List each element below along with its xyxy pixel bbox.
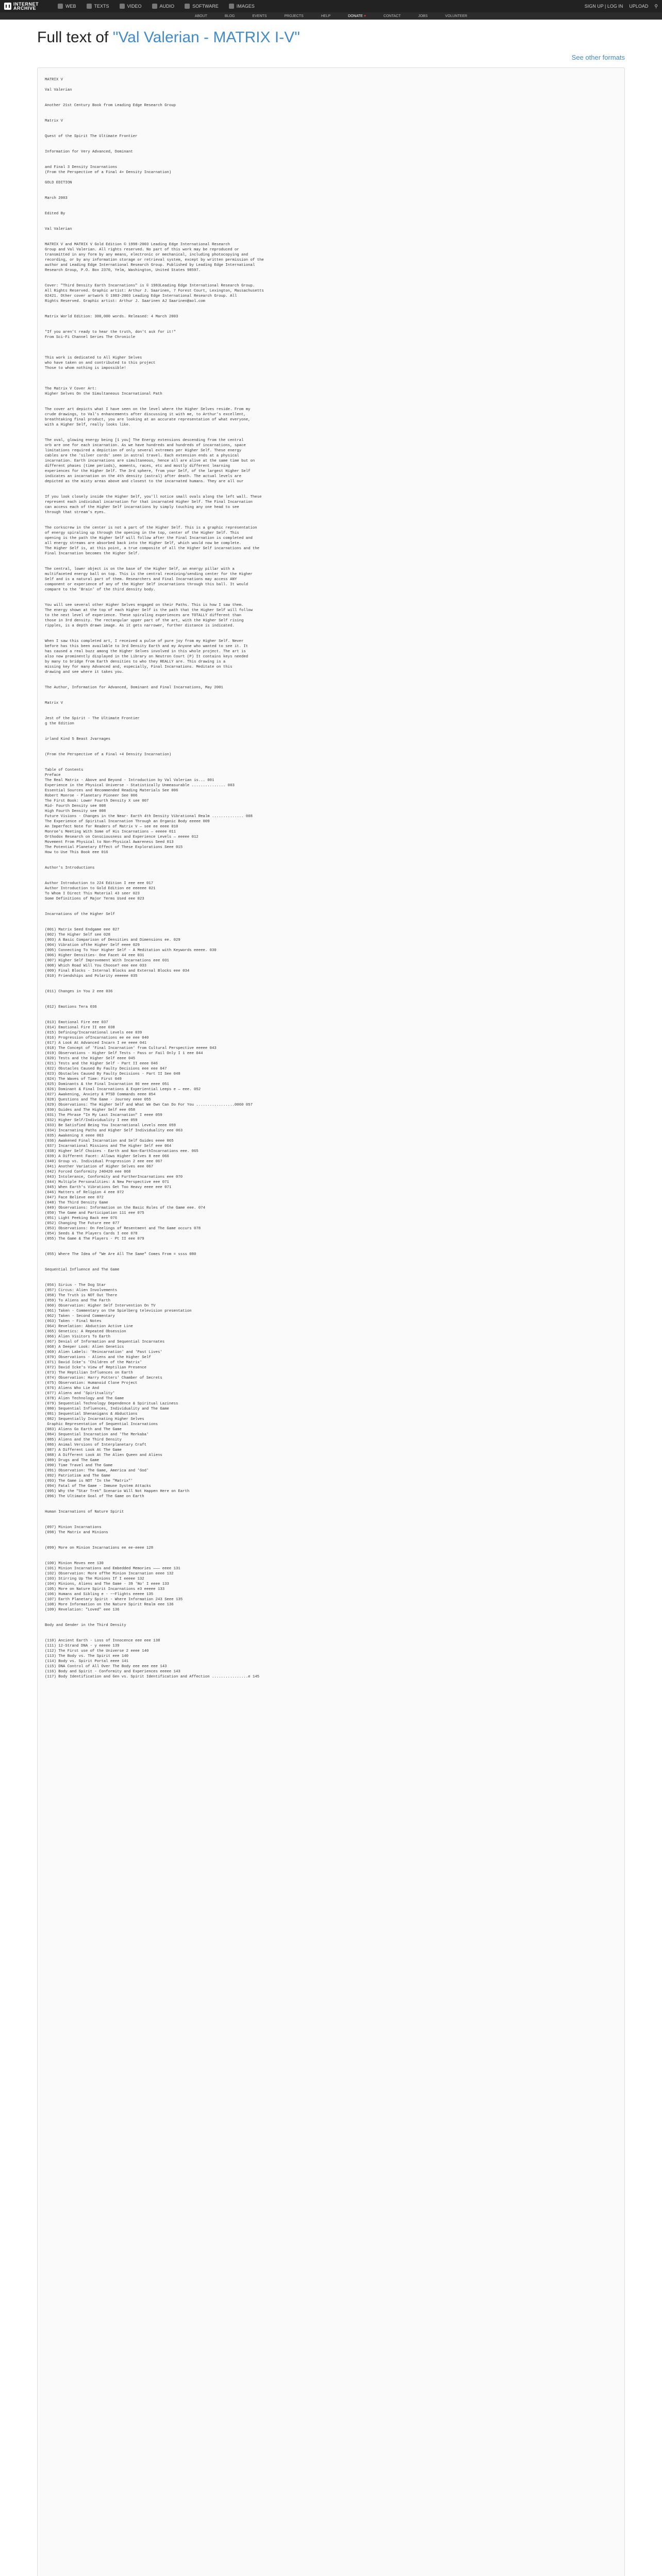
media-label: AUDIO	[159, 4, 175, 9]
internet-archive-logo[interactable]	[4, 2, 51, 10]
nav-volunteer[interactable]: VOLUNTEER	[445, 14, 468, 18]
media-web[interactable]	[58, 4, 76, 9]
full-text-body: MATRIX V Val Valerian Another 21st Century Book from Leading Edge Research Group Matrix V Quest of the Spirit The Ultimate Frontier Information for Very Advanced, Dominant and Final 3 Density Incarnations (From the Perspective of a Final 4+ Density Incarnation) GOLD EDITION March 2003 Edited By Val Valerian MATRIX V and MATRIX V Gold Edition © 1998-2003 Leading Edge International Research Group and Val Valerian. All rights reserved. No part of this work may be reproduced or transmitted in any form by any means, electronic or mechanical, including photocopying and recording, or by any information storage or retrieval system, except by written permission of the author and Leading Edge International Research Group. Published by Leading Edge International Research Group, P.O. Box 2370, Yelm, Washington, United States 98597. Cover: "Third Density Earth Incarnations" is © 1983Leading Edge International Research Group. All Rights Reserved. Graphic artist: Arthur J. Saarinen, 7 Forest Court, Lexington, Massachusetts 02421. Other cover artwork © 1983-2003 Leading Edge International Research Group. All Rights Reserved. Graphic artist: Arthur J. Saarinen AJ Saarinen@aol.com Matrix World Edition: 300,000 words. Released: 4 March 2003 "If you aren't ready to hear the truth, don't ask for it!" From Sci-Fi Channel Series The Chronicle This work is dedicated to All Higher Selves who have taken on and contributed to this project Those to whom nothing is impossible! The Matrix V Cover Art: Higher Selves On the Simultaneous Incarnational Path The cover art depicts what I have seen on the level where the Higher Selves reside. From my crude drawings, to Val's enhancements after discussing it with me, to Arthur's excellent, breathtaking final product, you are looking at an accurate representation of what everyone, with a Higher Self, really looks like. The oval, glowing energy being [1 you] The Energy extensions descending from the central orb are one for each incarnation. As we have hundreds and hundreds of incarnations, space limitations required a depiction of only several extremes per Higher Self. These energy cables are the 'silver cords' seen in astral travel. Each extension ends at a physical incarnation. Earth incarnations are simultaneous, hence all are alive at the same time but on different phases (time periods), moments, races, etc and mostly different learning experiences for the Higher Self. The 3rd sphere, from your Self, of the largest Higher Self indicates an incarnation on the 4th density (astral) after death. The actual levels are depicted as the misty areas above and closest to the incarnated humans. They are all our If you look closely inside the Higher Self, you'll notice small ovals along the left wall. These represent each individual incarnation for that incarnated Higher Self. The Final Incarnation can access each of the Higher Self incarnations by simply touching any one head to see through that stream's eyes. The corkscrew in the center is not a part of the Higher Self. This is a graphic representation of energy spiraling up through the opening in the top, center of the Higher Self. This opening is the path the Higher Self will follow after the Final Incarnation is completed and all energy streams are absorbed back into the Higher Self, which would now be complete. The Higher Self is, at this point, a true composite of all the Higher Self incarnations and the Final Incarnation becomes the Higher Self. The central, lower object is on the base of the Higher Self, an energy pillar with a multifaceted energy ball on top. This is the central receiving/sending center for the Higher Self and is a natural part of them. Researchers and Final Incarnations may access ANY component or experience of any of the Higher Self incarnations through this ball. It would compare to the 'Brain' of the third density body. You will see several other Higher Selves engaged on their Paths. This is how I saw them. The energy shown at the top of each Higher Self is the path that the Higher Self will follow to the next level of experience. These spiraling experiences are TOTALLY different than those in 3rd density. The rectangular upper part of the art, with the Higher Self rising ripples, is a depth drawn image. As it gets narrower, further distance is indicated. When I saw this completed art, I received a pulse of pure joy from my Higher Self. Never before has this been available to 3rd Density Earth and my Anyone who wanted to see it. It has caused a real buzz among the Higher Selves involved in this whole project. The art is also now prominently displayed in the Library on Neutron Court (P) It contains keys needed by many to bridge from Earth densities to who they REALLY are. This drawing is a missing key for many Advanced and, especially, Final Incarnations. Meditate on this drawing and see where it takes you. The Author, Information for Advanced, Dominant and Final Incarnations, May 2001 Matrix V Jest of the Spirit - The Ultimate Frontier g the Edition irland Kind 5 Beast Jvarnages (From the Perspective of a Final +4 Density Incarnation) Table of Contents Preface The Real Matrix - Above and Beyond - Introduction by Val Valerian is... 001 Experience in the Physical Universe - Statistically Unmeasurable ............... 003 Essential Sources and Recommended Reading Materials See 006 Robert Monroe - Planetary Pioneer See 006 The First Book: Lower Fourth Density X see 007 Mid- Fourth Density see 008 High Fourth Density see 008 Future Visions - Changes in the Near- Earth 4th Density Vibrational Realm .............. 008 The Experience of Spiritual Incarnation Through an Organic Body eeeee 009 An Imperfect Note for Readers of Matrix V — see ee eeee 010 Monroe's Meeting With Some of His Incarnations — eeeee 011 Orthodox Research on Consciousness and Experience Levels — eeeee 012 Movement From Physical to Non-Physical Awareness Seed 013 The Potential Planetary Effect of These Explorations Seee 015 How to Use This Book eee 016 Author's Introductions Author Introduction to 224 Edition I eee eee 017 Author Introduction to Gold Edition ee eeeeee 021 To Whom I Direct This Material 43 seer 023 Some Definitions of Major Terms Used eee 023 Incarnations of the Higher Self (001) Matrix Seed Endgame eee 027 (002) The Higher Self see 028 (003) A Basic Comparison of Densities and Dimensions ee. 029 (004) Vibration ofthe Higher Self eeee 029 (005) Connecting To Your Higher Self - A Meditation with Keywords eeeee. 030 (006) Higher Densities- One Facet 44 eee 031 (007) Higher Self Improvement With Incarnations eee 031 (008) Which Road Will You Choose? eee eee 033 (009) Final Blocks - Internal Blocks and External Blocks eee 034 (010) Friendships and Polarity eeeeee 035 (011) Changes in You 2 eee 036 (012) Emotions Tera 036 (013) Emotional Fire eee 037 (014) Emotional Fire II eee 038 (015) Defining/Incarnational Levels eee 039 (016) Progression ofIncarnations ee ee eee 040 (017) A Look At Advanced Incarn I ee eeee 041 (018) The Concept of 'Final Incarnation' from Cultural Perspective eeeee 043 (019) Observations - Higher Self Tests - Pass or Fail Only I 1 eee 044 (020) Tests and the Higher Self eeee 045 (021) Tests and the Higher Self - Part II eeee 046 (022) Obstacles Caused By Faulty Decisions eee eee 047 (023) Obstacles Caused By Faulty Decisions - Part II See 048 (024) The Waves of Time: First 049 (025) Dominants & the Final Incarnation 86 eee eeee 051 (026) Dominant & Final Incarnations & Experiential Leeps e — eee. 052 (027) Awakening, Anxiety & PTSD Commands eeee 054 (028) Questions and The Game - Journey eeee 055 (029) Observations: The Higher Self and What We Own Can Do For You .................0060 057 (030) Guides and The Higher Self eee 058 (031) The Phrase "In My Last Incarnation" I eeee 059 (032) Higher Self/Individuality I eee 059 (033) Be Satisfied Being You Incarnational Levels eeee 059 (034) Incarnating Paths and Higher Self Individuality eee 063 (035) Awakening X eeee 063 (036) Awakened Final Incarnation and Self Guides eeee 065 (037) Incarnational Missions and The Higher Self eee 064 (038) Higher Self Choices - Earth and Non-EarthIncarnations eee. 065 (039) A Different Facet: Allows Higher Selves 8 eee 066 (040) Group vs. Individual Progression 2 eee eee 067 (041) Another Variation of Higher Selves eee 067 (042) Forced Conformity 240420 eee 068 (043) Intolerance, Conformity and FurtherIncarnations eee 070 (044) Multiple Personalities: A New Perspective eee 071 (045) When Earth's Vibrations Get Too Heavy eeee eee 071 (046) Matters of Religion 4 eee 072 (047) Face Believe eee 072 (048) The Third Density Game (049) Observations: Information on the Basic Rules of the Game eee. 074 (050) The Game and Participation 111 eee 075 (051) Light Peeking Back eee 076 (052) Changing The Future eee 077 (053) Observations: On Feelings of Resentment and The Game occurs 078 (054) Seeds & The Players Cards I eee 078 (055) The Game & The Players - Pt II eee 079 (055) Where The Idea of "We Are All The Same" Comes From = ssss 080 Sequential Influence and The Game (056) Sirius - The Dog Star (057) Circus: Alien Involvements (058) The Truth is NOT Out There (059) To Aliens and The Farth (060) Observation: Higher Self Intervention On TV (061) Taken - Commentary on the Spielberg television presentation (062) Taken - Second Commentary (063) Taken - Final Notes (064) Revelation: Abduction Active Line (065) Genetics: A Repeated Obsession (066) Alien Visitors To Earth (067) Denial of Information and Sequential Incarnates (068) A Deeper Look: Alien Genetics (069) Alien Labels: 'Reincarnation' and 'Past Lives' (070) Observations - Aliens and the Higher Self (071) David Icke's 'Children of the Matrix' (072) David Icke's View of Reptilian Presence (073) The Reptilian Influences on Earth (074) Observation: Harry Potters' Chamber of Secrets (075) Observation: Humanoid Clone Project (076) Aliens Who Lie And (077) Aliens and 'Spirituality' (078) Alien Technology and The Game (079) Sequential Technology Dependence & Spiritual Laziness (080) Sequential Influences, Individuality and The Game (081) Sequential Shenanigans & Abductions (082) Sequentially Incarnating Higher Selves Graphic Representation of Sequential Incarnations (083) Aliens Go Earth and The Game (084) Sequential Incarnation and 'The Merkaba' (085) Aliens and the Third Density (086) Animal Versions of Interplanetary Craft (087) A Different Look At The Game (088) A Different Look At The Alien Queen and Aliens (089) Drugs and The Game (090) Time Travel and The Game (091) Observation: The Game, America and 'God' (092) Patriotism and The Game (093) The Game is NOT 'In the "Matrix"' (094) Fatal of The Game - Immune System Attacks (095) Why the "Star Trek" Scenario Will Not Happen Here on Earth (096) The Ultimate Goal of The Game on Earth Human Incarnations of Nature Spirit (097) Minion Incarnations (098) The Matrix and Minions (099) More on Minion Incarnations ee ee-eeee 128 (100) Minion Moves eee 130 (101) Minion Incarnations and Embedded Memories ——— eeee 131 (102) Observation: More ofThe Minion Incarnation eeee 132 (103) Stirring Up The Minions If I eeeee 132 (104) Minions, Aliens and The Game - 39 'No' I eeee 133 (105) More on Nature Spirit Incarnations e3 eeeee 133 (106) Humans and Sibling e - ~~Flights eeeee 135 (107) Earth Planetary Spirit - Where Information 243 Seee 135 (108) More Information on the Nature Spirit Realm eee 136 (109) Revelation: "Loved" eee 136 Body and Gender in the Third Density (110) Ancient Earth - Loss of Innocence eee eee 138 (111) 12-Strand DNA - y eeeee 139 (112) The First use of the Universe 2 eeee 140 (113) The Body vs. The Spirit eee 140 (114) Body vs. Spirit Portal eeee 141 (115) DNA Control of All Over The Body eee eee eee 143 (116) Body and Spirit - Conformity and Experiences eeeee 143 (117) Body Identification and Gen vs. Spirit Identification and Affection ................e 145	[45, 78, 264, 1679]
account-area	[585, 4, 658, 9]
nav-events[interactable]: EVENTS	[252, 14, 267, 18]
signin-link[interactable]: SIGN UP | LOG IN	[584, 4, 623, 9]
media-software[interactable]	[185, 4, 219, 9]
nav-projects[interactable]: PROJECTS	[284, 14, 304, 18]
page-title	[37, 29, 625, 46]
other-formats-link[interactable]: See other formats	[571, 54, 625, 61]
media-video[interactable]	[120, 4, 142, 9]
nav-blog[interactable]: BLOG	[224, 14, 235, 18]
search-icon[interactable]: ⚲	[654, 3, 658, 9]
web-icon	[58, 4, 63, 9]
media-texts[interactable]	[87, 4, 109, 9]
secondary-nav	[0, 12, 662, 20]
donate-label: DONATE	[348, 14, 363, 18]
nav-donate[interactable]	[348, 14, 366, 18]
media-type-nav	[58, 4, 255, 9]
title-item-name[interactable]: Val Valerian - MATRIX I-V	[118, 29, 295, 46]
software-icon	[185, 4, 190, 9]
title-prefix: Full text of	[37, 29, 113, 46]
top-navigation-bar	[0, 0, 662, 12]
images-icon	[229, 4, 234, 9]
media-label: SOFTWARE	[192, 4, 219, 9]
upload-button[interactable]: UPLOAD	[629, 4, 649, 9]
title-quote-close: "	[294, 29, 300, 46]
media-images[interactable]	[229, 4, 255, 9]
title-quote-open: "	[112, 29, 119, 46]
logo-line-1: INTERNET	[13, 2, 39, 7]
texts-icon	[87, 4, 92, 9]
media-label: IMAGES	[236, 4, 255, 9]
media-label: WEB	[65, 4, 76, 9]
logo-line-2: ARCHIVE	[13, 6, 37, 11]
full-text-container	[37, 67, 625, 2576]
media-label: VIDEO	[127, 4, 142, 9]
video-icon	[120, 4, 125, 9]
nav-jobs[interactable]: JOBS	[418, 14, 428, 18]
audio-icon	[152, 4, 157, 9]
archive-building-icon	[4, 3, 11, 10]
heart-icon: ♥	[363, 14, 366, 18]
nav-contact[interactable]: CONTACT	[383, 14, 401, 18]
nav-about[interactable]: ABOUT	[194, 14, 207, 18]
other-formats-row	[0, 46, 662, 61]
media-label: TEXTS	[94, 4, 109, 9]
media-audio[interactable]	[152, 4, 175, 9]
nav-help[interactable]: HELP	[321, 14, 331, 18]
